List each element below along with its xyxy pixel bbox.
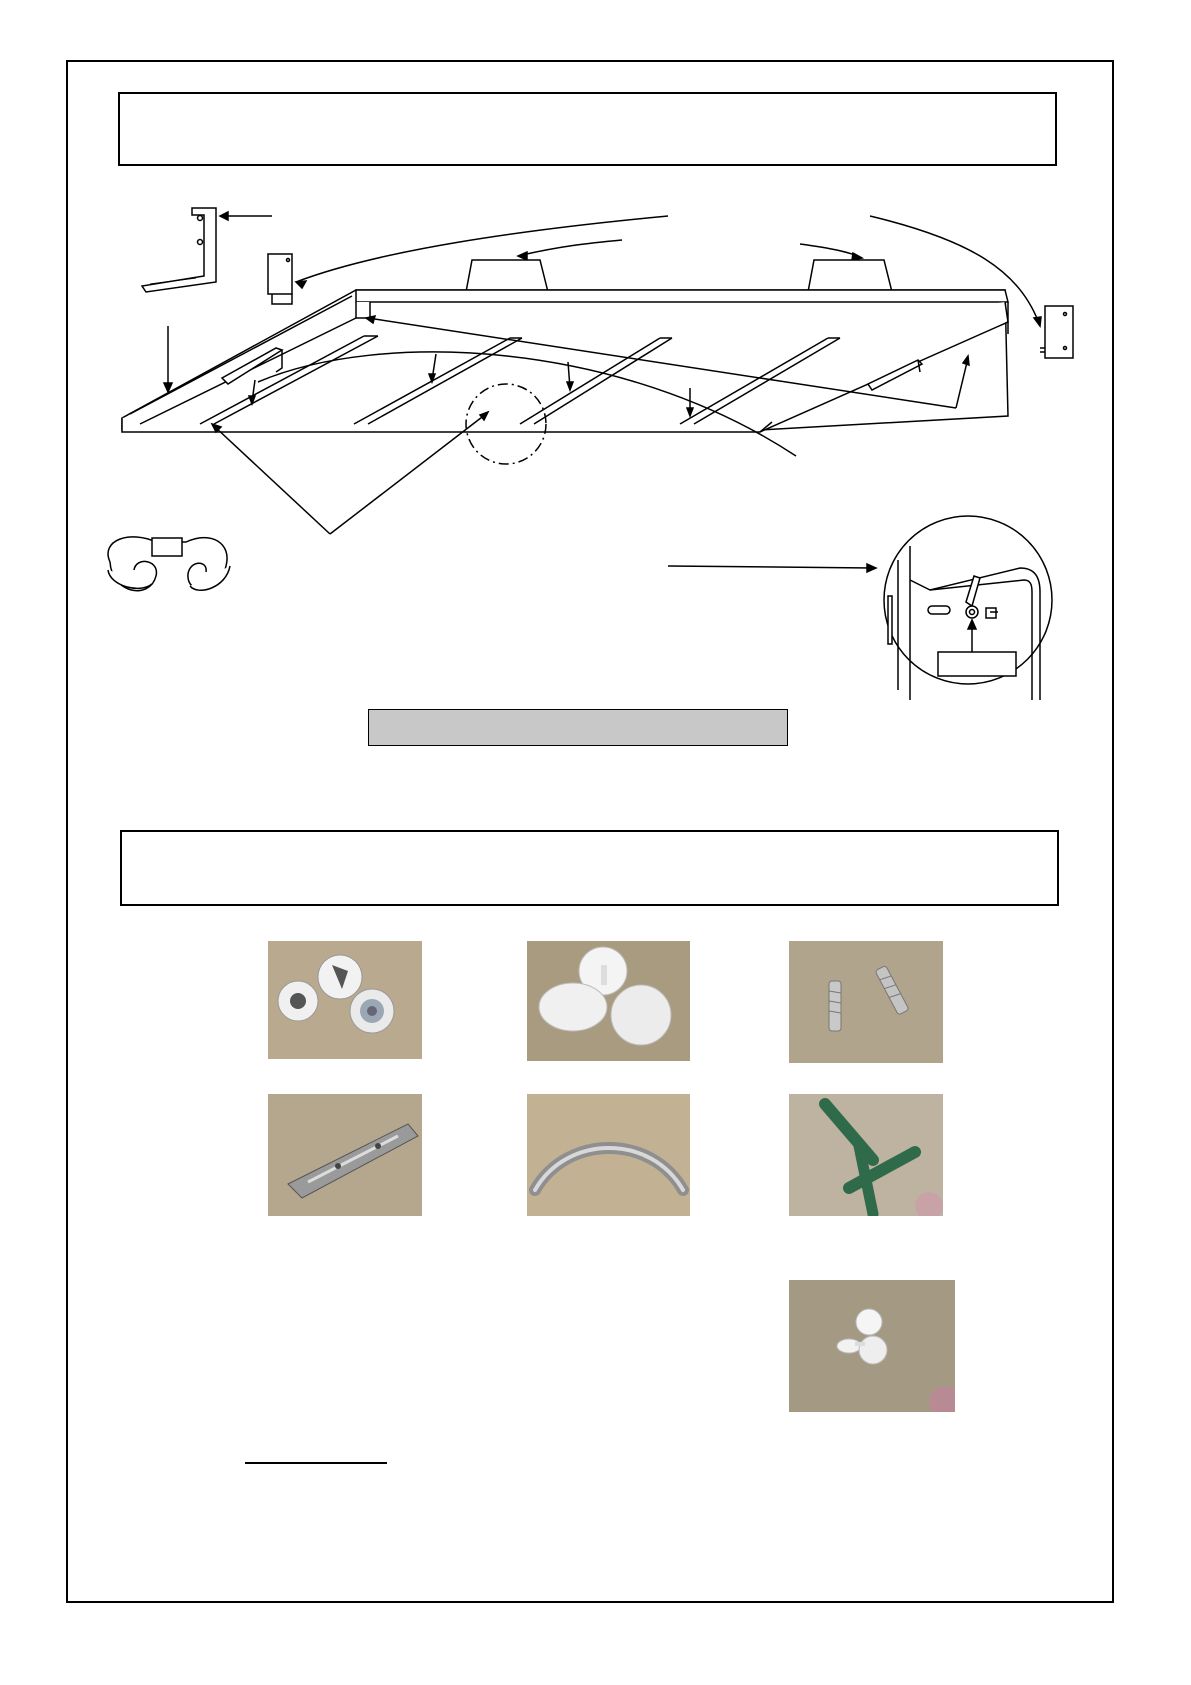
detail-magnify-circle xyxy=(884,516,1052,700)
strap-icon xyxy=(108,537,230,591)
photo-bolts xyxy=(789,941,943,1063)
photo-wall-plugs xyxy=(789,1094,943,1216)
photo-metal-strip xyxy=(268,1094,422,1216)
photo-handle xyxy=(527,1094,690,1216)
assembly-diagram xyxy=(0,0,1191,780)
wall-plate-right-icon xyxy=(1040,306,1073,358)
green-wall-plug-icon xyxy=(789,1094,943,1216)
caption-bar xyxy=(368,709,788,746)
metal-strip-icon xyxy=(268,1094,422,1216)
photo-cam-lock xyxy=(268,941,422,1059)
l-bracket-icon xyxy=(142,208,216,292)
section-header-parts xyxy=(120,830,1059,906)
metal-bolt-icon xyxy=(789,941,943,1063)
small-white-cap-icon xyxy=(789,1280,955,1412)
white-cam-lock-icon xyxy=(268,941,422,1059)
blank-underline xyxy=(245,1462,387,1464)
curved-handle-icon xyxy=(527,1094,690,1216)
white-cover-cap-icon xyxy=(527,941,690,1061)
wall-plate-left-icon xyxy=(268,254,292,304)
photo-small-caps xyxy=(789,1280,955,1412)
photo-cover-cap xyxy=(527,941,690,1061)
